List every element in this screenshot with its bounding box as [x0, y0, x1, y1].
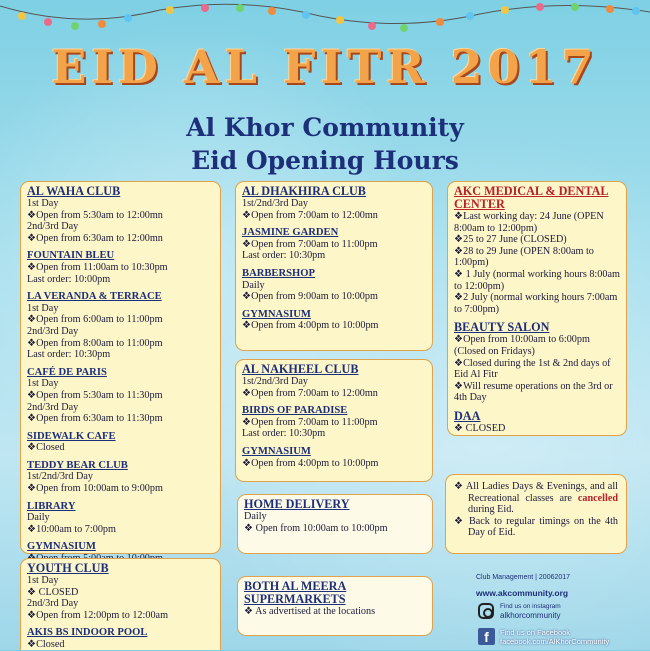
info-line: ❖ As advertised at the locations — [244, 606, 376, 617]
day-label: 2nd/3rd Day — [27, 401, 79, 413]
day-label: 2nd/3rd Day — [27, 598, 79, 610]
section-heading: LIBRARY — [27, 500, 76, 512]
nakheel-card — [235, 359, 433, 482]
string-lights-decoration — [0, 0, 650, 40]
notice-line-regular: ❖ Back to regular timings on the 4th Day of Eid. — [454, 515, 618, 539]
hours-line: ❖10:00am to 7:00pm — [27, 523, 116, 535]
page-subtitle-hours: Eid Opening Hours — [191, 146, 459, 175]
hours-line: ❖Open from 9:00am to 10:00pm — [242, 291, 378, 303]
section-heading: DAA — [454, 408, 481, 423]
day-label: 1st Day — [27, 378, 59, 390]
day-label: 1st/2nd/3rd Day — [27, 471, 93, 483]
section-heading: CAFÉ DE PARIS — [27, 366, 107, 378]
info-line: ❖28 to 29 June (OPEN 8:00am to 1:00pm) — [454, 245, 594, 269]
section-heading: AL DHAKHIRA CLUB — [242, 184, 366, 198]
section-heading: AL NAKHEEL CLUB — [242, 362, 359, 376]
day-label: 1st Day — [27, 198, 59, 209]
last-order-line: Last order: 10:30pm — [242, 250, 326, 262]
info-line: ❖Last working day: 24 June (OPEN 8:00am to 12:00pm) — [454, 211, 604, 234]
section-heading: TEDDY BEAR CLUB — [27, 459, 128, 471]
instagram-label: Find us on instagram — [500, 603, 561, 610]
day-label: 2nd/3rd Day — [27, 221, 79, 233]
instagram-icon — [478, 603, 494, 619]
notice-card — [445, 474, 627, 554]
last-order-line: Last order: 10:00pm — [27, 273, 111, 285]
day-label: 1st Day — [27, 575, 59, 586]
hours-line: ❖Open from 4:00pm to 10:00pm — [242, 457, 379, 469]
page-title: EID AL FITR 2017 — [51, 40, 599, 94]
youth-club-card — [20, 558, 221, 650]
section-heading: HOME DELIVERY — [244, 497, 350, 511]
status-line: ❖ CLOSED — [27, 586, 79, 598]
hours-line: ❖Open from 6:30am to 12:00mn — [27, 232, 163, 244]
day-label: Daily — [244, 511, 267, 522]
info-line: ❖2 July (normal working hours 7:00am to 7:00pm) — [454, 292, 618, 315]
status-line: ❖ CLOSED — [454, 422, 506, 434]
info-line: ❖Will resume operations on the 3rd or 4th Day — [454, 380, 613, 404]
hours-line: ❖Open from 4:00pm to 10:00pm — [242, 320, 379, 332]
notice-line-cancelled — [454, 481, 618, 516]
section-heading: BIRDS OF PARADISE — [242, 405, 348, 417]
section-heading: AKC MEDICAL & DENTAL CENTER — [454, 184, 609, 211]
last-order-line: Last order: 10:30pm — [27, 349, 111, 361]
info-line: ❖ 1 July (normal working hours 8:00am to 12:00pm) — [454, 268, 620, 292]
section-heading: GYMNASIUM — [27, 541, 96, 553]
section-heading: GYMNASIUM — [242, 445, 311, 457]
section-heading: FOUNTAIN BLEU — [27, 250, 115, 262]
section-heading: BARBERSHOP — [242, 267, 315, 279]
instagram-handle[interactable]: alkhorcommunity — [500, 611, 561, 620]
section-heading: AL WAHA CLUB — [27, 184, 121, 198]
hours-line: ❖Open from 12:00pm to 12:00am — [27, 609, 168, 621]
notice-text: during Eid. — [468, 504, 514, 516]
hours-line: ❖Open from 6:30am to 11:30pm — [27, 413, 163, 425]
section-heading: YOUTH CLUB — [27, 561, 109, 575]
info-line: ❖Open from 10:00am to 6:00pm (Closed on Fridays) — [454, 334, 590, 357]
notice-text: ❖ All Ladies Days & Evenings, and all Recreational classes are — [454, 481, 618, 504]
status-line: ❖Closed — [27, 442, 65, 454]
hours-line: ❖Open from 7:00am to 11:00pm — [242, 238, 378, 250]
day-label: 1st/2nd/3rd Day — [242, 198, 308, 209]
day-label: 1st Day — [27, 302, 59, 314]
day-label: 2nd/3rd Day — [27, 325, 79, 337]
hours-line: ❖Open from 7:00am to 11:00pm — [242, 416, 378, 428]
hours-line: ❖Open from 5:30am to 11:30pm — [27, 389, 163, 401]
section-heading: LA VERANDA & TERRACE — [27, 291, 162, 303]
hours-line: ❖Open from 10:00am to 9:00pm — [27, 483, 163, 495]
last-order-line: Last order: 10:30pm — [242, 428, 326, 440]
medical-beauty-card — [447, 181, 627, 436]
section-heading: GYMNASIUM — [242, 308, 311, 320]
day-label: 1st/2nd/3rd Day — [242, 376, 308, 387]
hours-line: ❖Open from 5:30am to 12:00mn — [27, 209, 163, 221]
cancelled-highlight: cancelled — [577, 492, 619, 504]
al-meera-card — [237, 576, 433, 636]
day-label: Daily — [27, 512, 50, 524]
website-link[interactable]: www.akcommunity.org — [476, 588, 569, 598]
hours-line: ❖ Open from 10:00am to 10:00pm — [244, 522, 388, 534]
hours-line: ❖Open from 6:00am to 11:00pm — [27, 314, 163, 326]
clubs-card-waha — [20, 181, 221, 554]
hours-line: ❖Open from 11:00am to 10:30pm — [27, 261, 168, 273]
section-heading: BOTH AL MEERA SUPERMARKETS — [244, 579, 347, 606]
facebook-label: Find us on Facebook — [500, 628, 571, 637]
status-line: ❖Closed — [27, 638, 65, 650]
dhakhira-card — [235, 181, 433, 351]
facebook-icon: f — [478, 628, 495, 645]
hours-line: ❖Open from 7:00am to 12:00mn — [242, 387, 378, 399]
section-heading: BEAUTY SALON — [454, 320, 550, 335]
info-line: ❖Closed during the 1st & 2nd days of Eid Al Fitr — [454, 357, 611, 381]
hours-line: ❖Open from 7:00am to 12:00mn — [242, 209, 378, 221]
section-heading: JASMINE GARDEN — [242, 227, 339, 239]
home-delivery-card — [237, 494, 433, 554]
section-heading: SIDEWALK CAFE — [27, 430, 116, 442]
hours-line: ❖Open from 8:00am to 11:00pm — [27, 337, 163, 349]
management-credit: Club Management | 20062017 — [476, 574, 571, 581]
day-label: Daily — [242, 279, 265, 291]
facebook-link[interactable]: facebook.com/AlKhorCommunity — [500, 637, 610, 646]
info-line: ❖25 to 27 June (CLOSED) — [454, 234, 567, 246]
section-heading: AKIS BS INDOOR POOL — [27, 627, 148, 639]
page-subtitle-community: Al Khor Community — [186, 113, 464, 142]
